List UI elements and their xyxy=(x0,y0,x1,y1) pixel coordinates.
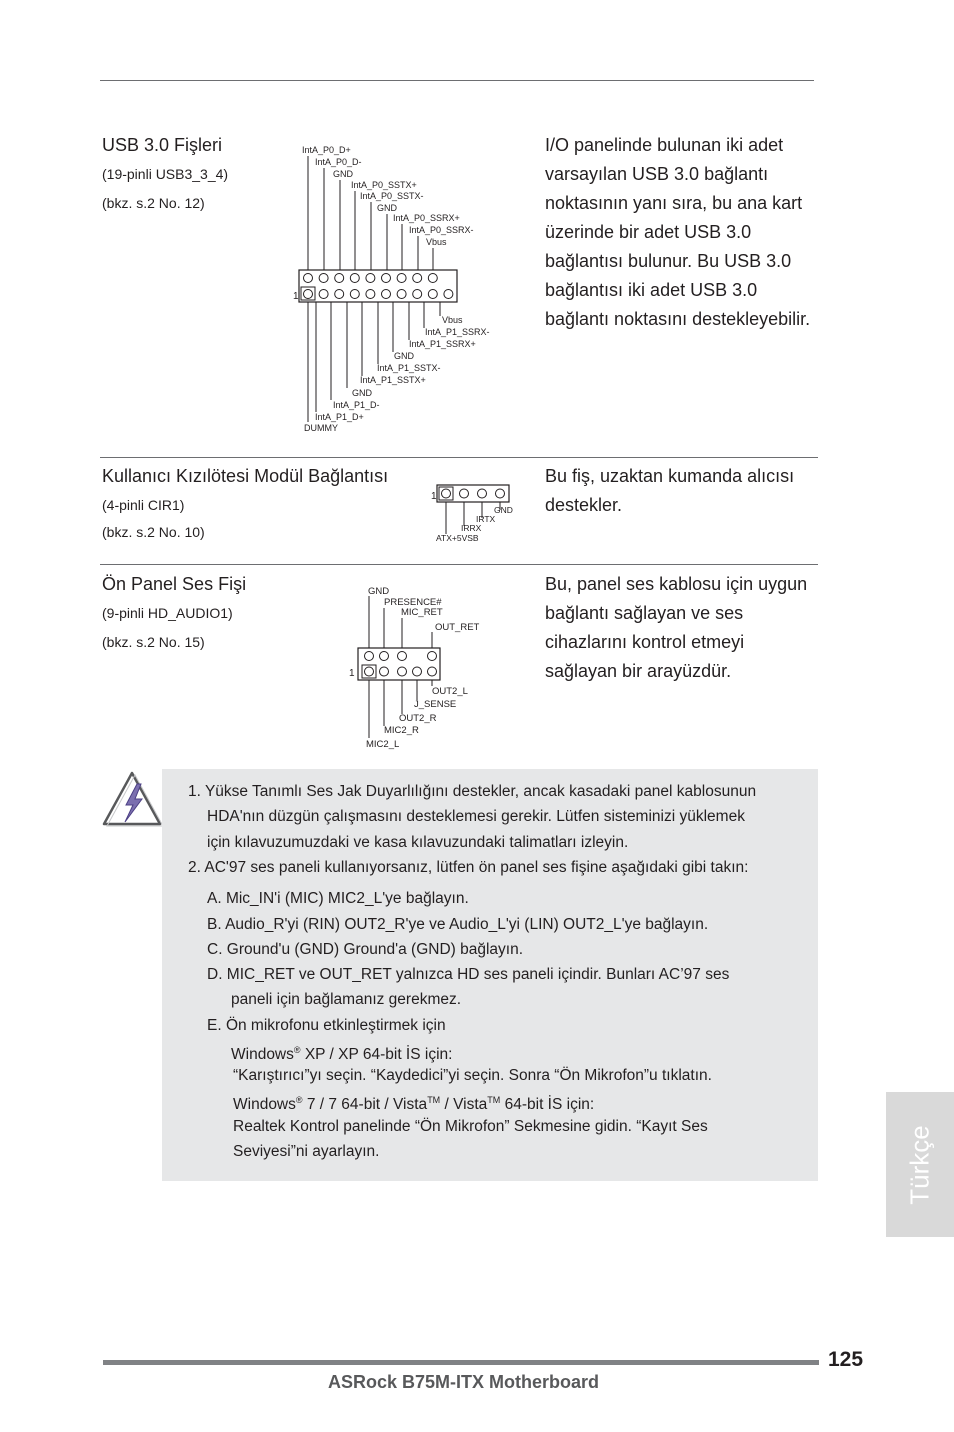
usb-description: I/O panelinde bulunan iki adet varsayılan USB 3.0 bağlantı noktasının yanı sıra, bu ana kart üzerinde bir adet USB 3.0 bağlantısı bulunur. Bu USB 3.0 bağlantısı iki adet USB 3.0 bağlantı noktasını destekleyebilir. xyxy=(545,135,811,329)
note-2e-xp: XP / XP 64-bit İS için: xyxy=(300,1046,453,1064)
note-2a: A. Mic_IN'i (MIC) MIC2_L'ye bağlayın. xyxy=(207,890,469,907)
ir-title: Kullanıcı Kızılötesi Modül Bağlantısı xyxy=(102,466,389,486)
page-number: 125 xyxy=(828,1348,864,1371)
note-2e-vista: / Vista xyxy=(440,1096,488,1114)
note-2e-64bit: 64-bit İS için: xyxy=(500,1096,595,1114)
note-1-line-2: HDA'nın düzgün çalışmasını desteklemesi gerekir. Lütfen sisteminizi yüklemek xyxy=(207,808,745,825)
audio-subtitle-ref: (bkz. s.2 No. 15) xyxy=(102,634,205,650)
note-2d-line-2: paneli için bağlamanız gerekmez. xyxy=(231,991,462,1008)
usb-bottom-label: Vbus xyxy=(442,315,463,325)
usb-top-label: IntA_P0_SSTX- xyxy=(360,191,424,201)
audio-top-label: MIC_RET xyxy=(401,607,443,618)
usb-pin xyxy=(397,290,406,299)
usb-title: USB 3.0 Fişleri xyxy=(102,135,223,155)
section-rule-2 xyxy=(100,564,818,565)
usb-bottom-label: IntA_P1_SSTX- xyxy=(377,363,441,373)
usb-pin xyxy=(428,274,437,283)
note-2b: B. Audio_R'yi (RIN) OUT2_R'ye ve Audio_L'yi (LIN) OUT2_L'ye bağlayın. xyxy=(207,916,709,933)
audio-top-label: GND xyxy=(368,586,390,597)
note-2e-7-vista: 7 / 7 64-bit / Vista xyxy=(302,1096,428,1114)
ir-label-irtx: IRTX xyxy=(476,514,496,524)
usb-top-label: IntA_P0_SSTX+ xyxy=(351,180,417,190)
note-2c: C. Ground'u (GND) Ground'a (GND) bağlayın. xyxy=(207,941,524,958)
usb-top-label: IntA_P0_D- xyxy=(315,157,362,167)
usb-bottom-label: GND xyxy=(394,351,414,361)
usb-top-label: IntA_P0_D+ xyxy=(302,145,351,155)
usb-pin xyxy=(335,290,344,299)
usb-pin xyxy=(397,274,406,283)
audio-top-label: PRESENCE# xyxy=(384,597,442,608)
usb-subtitle-ref: (bkz. s.2 No. 12) xyxy=(102,195,205,211)
note-1-line-3: için kılavuzumuzdaki ve kasa kılavuzundaki talimatları izleyin. xyxy=(207,834,629,851)
section-rule-1 xyxy=(100,457,818,458)
usb-pin xyxy=(304,290,313,299)
usb-bottom-label: IntA_P1_SSTX+ xyxy=(360,375,426,385)
audio-bottom-label: OUT2_R xyxy=(399,713,437,724)
usb-pin xyxy=(366,290,375,299)
audio-bottom-label: OUT2_L xyxy=(432,686,468,697)
usb-pin xyxy=(304,274,313,283)
cir-header-diagram xyxy=(428,480,523,546)
usb-bottom-label: IntA_P1_D- xyxy=(333,400,380,410)
usb-top-label: GND xyxy=(377,203,397,213)
usb-top-label: IntA_P0_SSRX- xyxy=(409,225,474,235)
note-2e-line-3: “Karıştırıcı”yı seçin. “Kaydedici”yi seçin. Sonra “Ön Mikrofon”u tıklatın. xyxy=(233,1067,712,1084)
ir-pin-one-label: 1 xyxy=(431,491,437,502)
trademark-mark: TM xyxy=(487,1095,501,1105)
language-tab-label: Türkçe xyxy=(904,1124,935,1205)
audio-bottom-label: MIC2_L xyxy=(366,739,400,750)
footer-bar xyxy=(103,1360,819,1365)
usb-pin xyxy=(413,274,422,283)
ir-label-atx5vsb: ATX+5VSB xyxy=(436,533,479,543)
usb-pin xyxy=(382,290,391,299)
top-rule xyxy=(100,80,814,81)
usb-top-label: GND xyxy=(333,169,353,179)
ir-label-irrx: IRRX xyxy=(461,523,482,533)
language-tab xyxy=(886,1092,954,1237)
usb-top-label: IntA_P0_SSRX+ xyxy=(393,213,460,223)
ir-label-gnd: GND xyxy=(494,505,513,515)
usb-pin xyxy=(350,290,359,299)
usb-pin xyxy=(382,274,391,283)
note-2d-line-1: D. MIC_RET ve OUT_RET yalnızca HD ses paneli içindir. Bunları AC’97 ses xyxy=(207,966,730,983)
audio-bottom-label: J_SENSE xyxy=(414,699,457,710)
usb-pin xyxy=(444,290,453,299)
note-2e-windows-7: Windows xyxy=(233,1096,296,1114)
trademark-mark: TM xyxy=(427,1095,441,1105)
usb-bottom-label: IntA_P1_D+ xyxy=(315,412,364,422)
ir-description: Bu fiş, uzaktan kumanda alıcısı destekler. xyxy=(545,466,795,515)
registered-mark: ® xyxy=(295,1095,303,1105)
registered-mark: ® xyxy=(293,1045,301,1055)
ir-subtitle-ref: (bkz. s.2 No. 10) xyxy=(102,524,205,540)
audio-bottom-label: MIC2_R xyxy=(384,725,419,736)
audio-top-label: OUT_RET xyxy=(435,622,480,633)
note-2e-line-6: Seviyesi”ni ayarlayın. xyxy=(233,1143,380,1160)
audio-pin-one-label: 1 xyxy=(349,668,355,679)
usb-bottom-label: IntA_P1_SSRX+ xyxy=(409,339,476,349)
usb-bottom-label: GND xyxy=(352,388,372,398)
hd-audio-header-diagram xyxy=(340,580,480,752)
note-1-line-1: 1. Yükse Tanımlı Ses Jak Duyarlılığını destekler, ancak kasadaki panel kablosunun xyxy=(188,783,757,800)
usb-pin xyxy=(366,274,375,283)
usb-pin xyxy=(350,274,359,283)
note-2e-line-5: Realtek Kontrol panelinde “Ön Mikrofon” Sekmesine gidin. “Kayıt Ses xyxy=(233,1118,708,1135)
usb-pin xyxy=(413,290,422,299)
usb-pin xyxy=(319,274,328,283)
usb-subtitle-pins: (19-pinli USB3_3_4) xyxy=(102,166,229,182)
usb-pin xyxy=(335,274,344,283)
usb-pin-one-label: 1 xyxy=(293,291,299,302)
note-2e-line-1: E. Ön mikrofonu etkinleştirmek için xyxy=(207,1017,446,1034)
usb-pin xyxy=(428,290,437,299)
audio-description: Bu, panel ses kablosu için uygun bağlantı sağlayan ve ses cihazlarını kontrol etmeyi sağlayan bir arayüzdür. xyxy=(545,574,808,681)
footer-product-name: ASRock B75M-ITX Motherboard xyxy=(328,1372,600,1392)
usb-bottom-label: IntA_P1_SSRX- xyxy=(425,327,490,337)
usb-bottom-label: DUMMY xyxy=(304,423,338,433)
usb-top-label: Vbus xyxy=(426,237,447,247)
ir-subtitle-pins: (4-pinli CIR1) xyxy=(102,497,185,513)
note-2e-windows: Windows xyxy=(231,1046,294,1064)
audio-subtitle-pins: (9-pinli HD_AUDIO1) xyxy=(102,605,233,621)
audio-title: Ön Panel Ses Fişi xyxy=(102,574,247,594)
usb-pin xyxy=(319,290,328,299)
usb3-header-diagram xyxy=(290,140,490,440)
warning-icon xyxy=(101,770,163,828)
note-2: 2. AC'97 ses paneli kullanıyorsanız, lütfen ön panel ses fişine aşağıdaki gibi takın: xyxy=(188,859,749,876)
